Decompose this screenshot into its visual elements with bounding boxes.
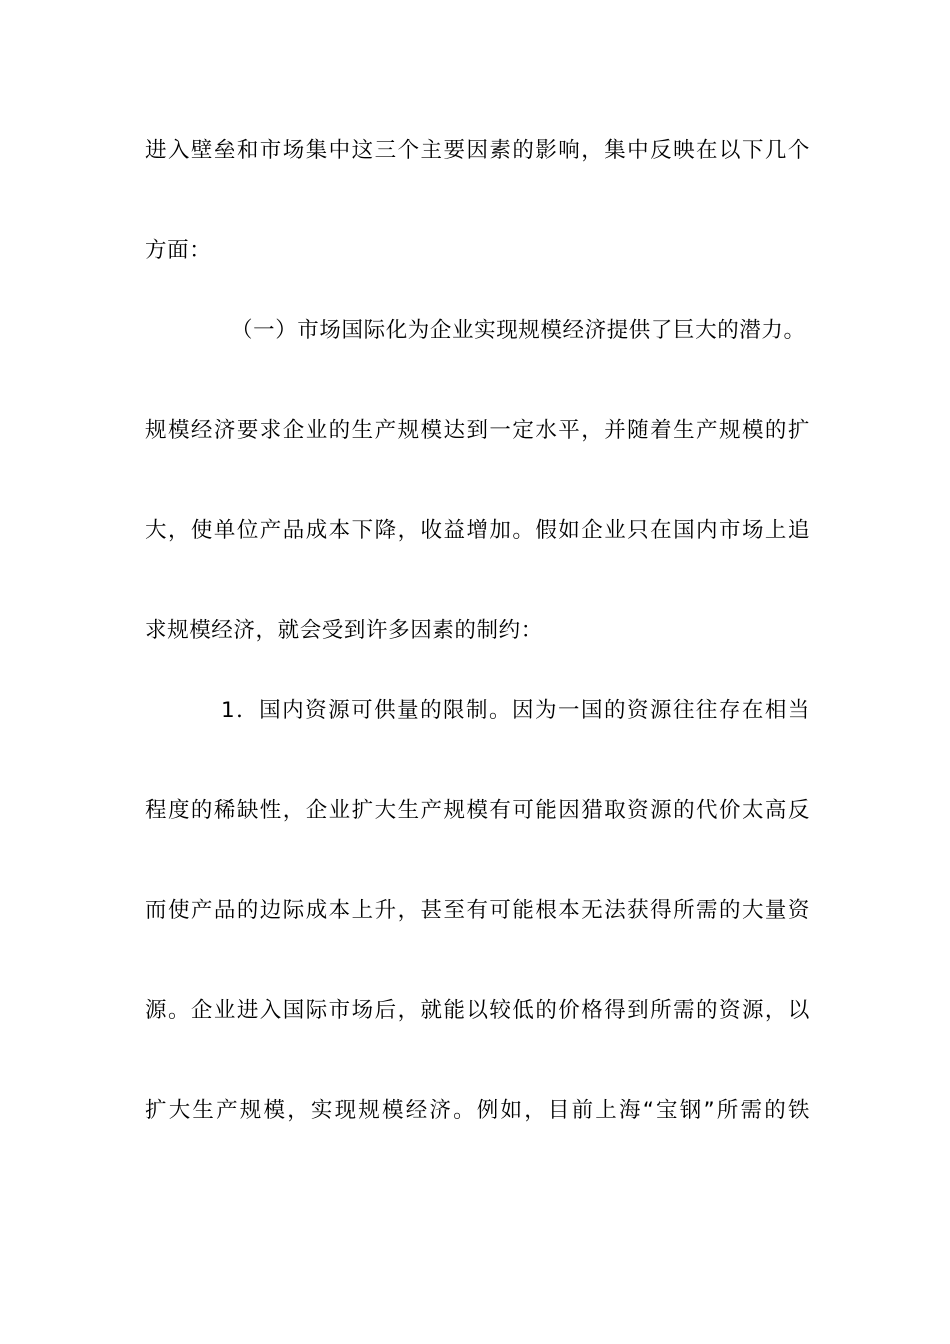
paragraph-line: 方面： <box>145 238 212 263</box>
paragraph-line: 大，使单位产品成本下降，收益增加。假如企业只在国内市场上追 <box>145 518 810 543</box>
paragraph-line: 程度的稀缺性，企业扩大生产规模有可能因猎取资源的代价太高反 <box>145 798 810 823</box>
paragraph-line: 而使产品的边际成本上升，甚至有可能根本无法获得所需的大量资 <box>145 898 810 923</box>
paragraph-line: 进入壁垒和市场集中这三个主要因素的影响，集中反映在以下几个 <box>145 138 810 163</box>
section-heading: （一）市场国际化为企业实现规模经济提供了巨大的潜力。 <box>231 318 806 343</box>
paragraph-line: 求规模经济，就会受到许多因素的制约： <box>145 618 543 643</box>
paragraph-line: 规模经济要求企业的生产规模达到一定水平，并随着生产规模的扩 <box>145 418 810 443</box>
list-item-line: 1．国内资源可供量的限制。因为一国的资源往往存在相当 <box>221 698 810 723</box>
paragraph-line: 扩大生产规模，实现规模经济。例如，目前上海“宝钢”所需的铁 <box>145 1098 810 1123</box>
paragraph-line: 源。企业进入国际市场后，就能以较低的价格得到所需的资源，以 <box>145 998 810 1023</box>
